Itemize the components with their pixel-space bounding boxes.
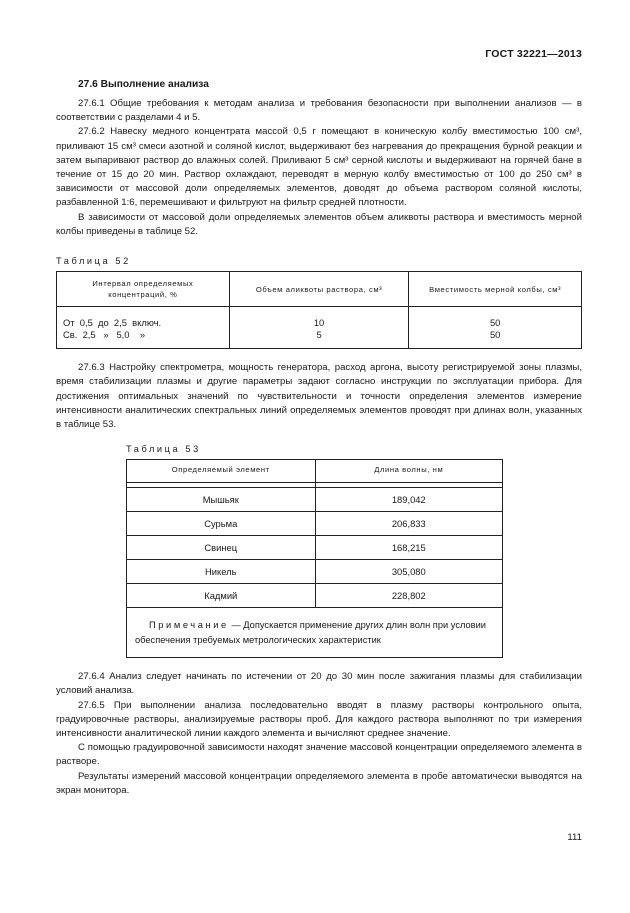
- table53-wavelength-cell: 228,802: [315, 584, 502, 608]
- page-content: [56, 79, 582, 798]
- table53-row: [127, 584, 503, 608]
- table53-row: [127, 560, 503, 584]
- table53-note-row: [127, 608, 503, 658]
- table53-wavelength-cell: 168,215: [315, 536, 502, 560]
- table52-caption: Таблица 52: [56, 256, 131, 267]
- table53-row: [127, 488, 503, 512]
- page-number: 111: [567, 832, 582, 843]
- table-52: [56, 271, 582, 349]
- table53-note: [127, 608, 503, 658]
- table52-cell-text: 5: [316, 328, 322, 340]
- table53-wavelength-cell: 305,080: [315, 560, 502, 584]
- paragraph-27-6-2: 27.6.2 Навеску медного концентрата массой 0,5 г помещают в коническую колбу вместимостью 100 см³, приливают 15 см³ смеси азотной и соляной кислот, выдерживают без нагревания до прекращения бурной реакции и затем выпаривают раствор до влажных солей. Приливают 5 см³ серной кислоты и выдерживают на горячей бане в течение от 15 до 20 мин. Раствор охлаждают, переводят в мерную колбу вместимостью от 100 до 250 см³ в зависимости от массовой доли определяемых элементов, доводят до объема раствором соляной кислоты, разбавленной 1:6, перемешивают и фильтруют на фильтр средней плотности.: [56, 126, 582, 209]
- paragraph-table52-ref: В зависимости от массовой доли определяемых элементов объем аликвоты раствора и вместимость мерной колбы приведены в таблице 52.: [56, 211, 582, 237]
- table53-header-row: [127, 460, 503, 483]
- paragraph-27-6-3: 27.6.3 Настройку спектрометра, мощность генератора, расход аргона, высоту регистрируемой зоны плазмы, время стабилизации плазмы и другие параметры задают согласно инструкции по эксплуатации прибора. Для достижения оптимальных значений по чувствительности и точности определения элементов измерение интенсивности аналитических спектральных линий определяемых элементов проводят при длинах волн, указанных в таблице 53.: [56, 362, 582, 431]
- note-text: — Допускается применение других длин волн при условии обеспечения требуемых метрологических характеристик: [135, 620, 486, 645]
- paragraph-27-6-4: 27.6.4 Анализ следует начинать по истечении от 20 до 30 мин после зажигания плазмы для стабилизации условий анализа.: [56, 671, 582, 697]
- table52-flask-cell: [409, 307, 582, 349]
- table52-interval-cell: [57, 307, 230, 349]
- section-heading: 27.6 Выполнение анализа: [78, 79, 209, 90]
- table52-cell-text: 50: [489, 328, 501, 340]
- table53-element-cell: Свинец: [127, 536, 316, 560]
- paragraph-results: Результаты измерений массовой концентрации определяемого элемента в пробе автоматически выводятся на экран монитора.: [56, 770, 582, 796]
- table52-header-cell: Вместимость мерной колбы, см³: [409, 272, 582, 307]
- table52-cell-text: 50: [489, 317, 501, 329]
- table52-header-cell: Объем аликвоты раствора, см³: [229, 272, 409, 307]
- table52-cell-text: От 0,5 до 2,5 включ.: [63, 317, 162, 329]
- paragraph-27-6-1: 27.6.1 Общие требования к методам анализа и требования безопасности при выполнении анализов — в соответствии с разделами 4 и 5.: [56, 98, 582, 124]
- paragraph-27-6-5: 27.6.5 При выполнении анализа последовательно вводят в плазму растворы контрольного опыта, градуировочные растворы, анализируемые растворы проб. Для каждого раствора выполняют по три измерения интенсивности аналитической линии каждого элемента и вычисляют среднее значение.: [56, 699, 582, 740]
- table53-header-cell: Длина волны, нм: [315, 460, 502, 483]
- table53-row: [127, 536, 503, 560]
- table53-element-cell: Сурьма: [127, 512, 316, 536]
- table52-cell-text: 10: [313, 317, 325, 329]
- document-header: ГОСТ 32221—2013: [485, 48, 582, 60]
- table53-caption: Таблица 53: [126, 444, 201, 455]
- table53-header-cell: Определяемый элемент: [127, 460, 316, 483]
- table53-row: [127, 512, 503, 536]
- table53-element-cell: Мышьяк: [127, 488, 316, 512]
- table52-aliquot-cell: [229, 307, 409, 349]
- table53-wavelength-cell: 189,042: [315, 488, 502, 512]
- paragraph-calibration: С помощью градуировочной зависимости находят значение массовой концентрации определяемого элемента в растворе.: [56, 742, 582, 768]
- table52-header-row: [57, 272, 582, 307]
- table53-element-cell: Кадмий: [127, 584, 316, 608]
- table53-wavelength-cell: 206,833: [315, 512, 502, 536]
- table53-element-cell: Никель: [127, 560, 316, 584]
- table52-cell-text: Св. 2,5 » 5,0 »: [63, 328, 146, 340]
- table52-body-row: [57, 307, 582, 349]
- table52-header-cell: Интервал определяемых концентраций, %: [57, 272, 230, 307]
- table-53: [126, 459, 503, 658]
- note-label: Примечание: [149, 620, 229, 631]
